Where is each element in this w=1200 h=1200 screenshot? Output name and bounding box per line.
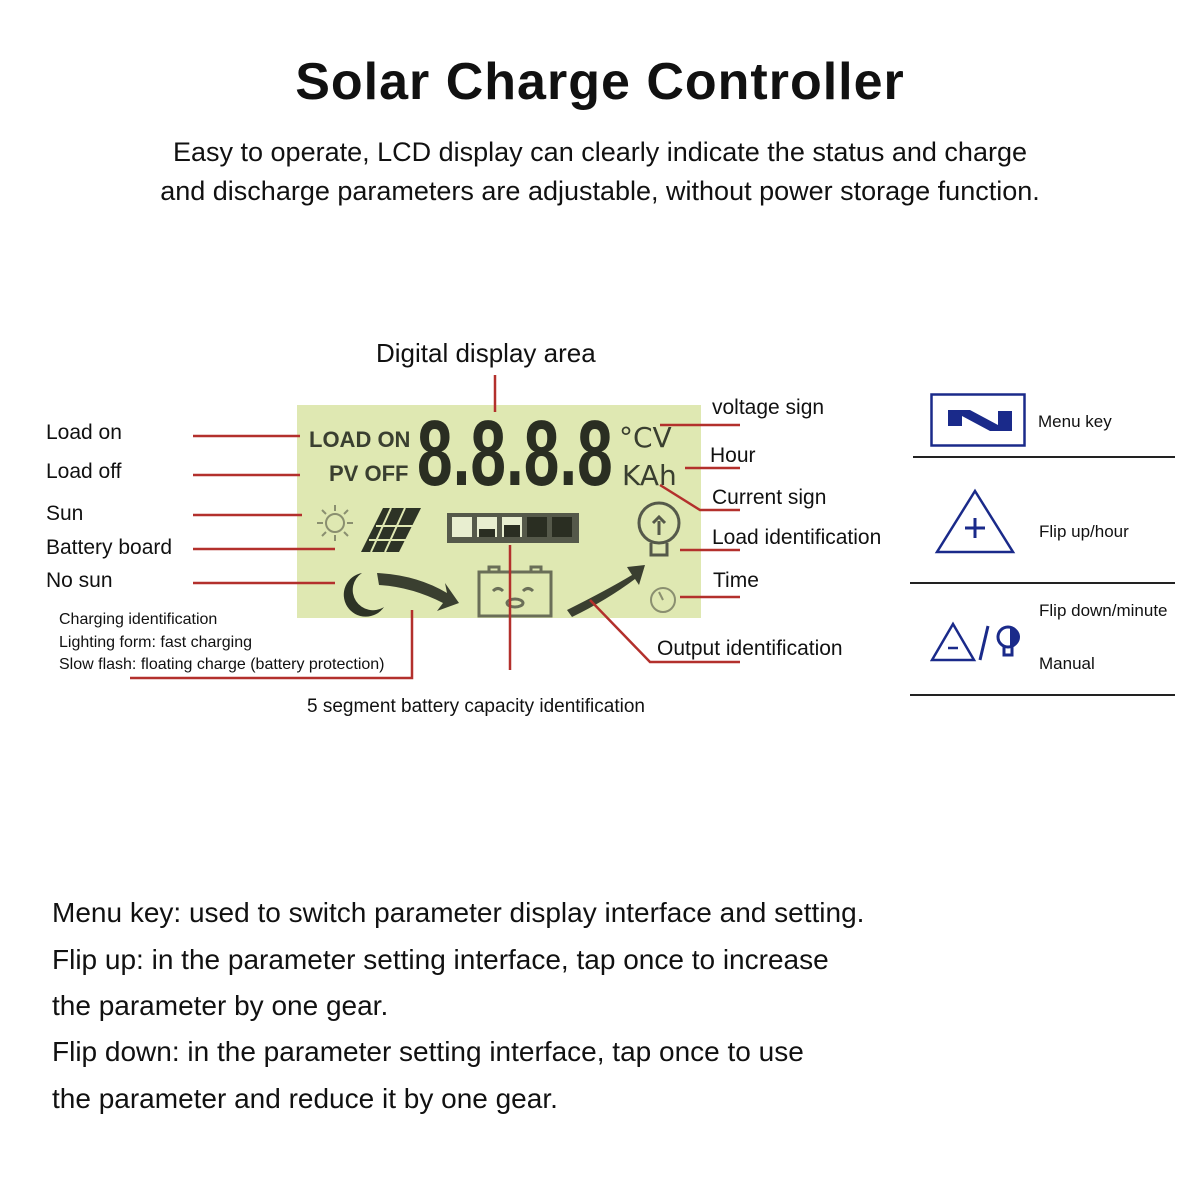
lcd-load-on: LOAD ON (309, 427, 411, 452)
divider (913, 456, 1175, 458)
label-hour: Hour (710, 444, 756, 467)
page-title: Solar Charge Controller (295, 53, 905, 111)
label-load-on: Load on (46, 421, 122, 444)
menu-key-icon (930, 393, 1026, 447)
label-digital-display-area: Digital display area (376, 338, 596, 368)
description-line: the parameter by one gear. (52, 990, 389, 1021)
leader-line (193, 436, 335, 583)
flip-up-icon (933, 488, 1017, 556)
intro-line: Easy to operate, LCD display can clearly indicate the status and charge (173, 137, 1027, 167)
description-line: Menu key: used to switch parameter display interface and setting. (52, 897, 865, 928)
label-charging-identification: Charging identification (59, 611, 218, 628)
label-load-identification: Load identification (712, 526, 882, 549)
lcd-digits: 8.8.8.8 (417, 405, 613, 505)
description-line: the parameter and reduce it by one gear. (52, 1083, 558, 1114)
label-load-off: Load off (46, 460, 122, 483)
label-current-sign: Current sign (712, 486, 827, 509)
label-no-sun: No sun (46, 569, 113, 592)
label-floating-charge: Slow flash: floating charge (battery protection) (59, 656, 385, 673)
description-line: Flip down: in the parameter setting interface, tap once to use (52, 1036, 804, 1067)
flip-up-label: Flip up/hour (1039, 522, 1129, 541)
divider (910, 694, 1175, 696)
lcd-unit-cv: °CV (619, 421, 672, 454)
label-battery-board: Battery board (46, 536, 173, 559)
divider (910, 582, 1175, 584)
label-fast-charging: Lighting form: fast charging (59, 634, 252, 651)
label-output-identification: Output identification (657, 637, 843, 660)
menu-key-label: Menu key (1038, 412, 1112, 431)
flip-down-label: Flip down/minute (1039, 601, 1168, 620)
manual-label: Manual (1039, 654, 1095, 673)
label-sun: Sun (46, 502, 84, 525)
lcd-unit-kah: KAh (622, 459, 677, 492)
description-line: Flip up: in the parameter setting interface, tap once to increase (52, 944, 829, 975)
label-time: Time (713, 569, 759, 592)
lcd-pv-off: PV OFF (329, 461, 409, 486)
label-voltage-sign: voltage sign (712, 396, 825, 419)
flip-down-manual-icon (930, 620, 1026, 664)
intro-line: and discharge parameters are adjustable, without power storage function. (160, 176, 1040, 206)
label-battery-capacity: 5 segment battery capacity identification (307, 696, 645, 717)
